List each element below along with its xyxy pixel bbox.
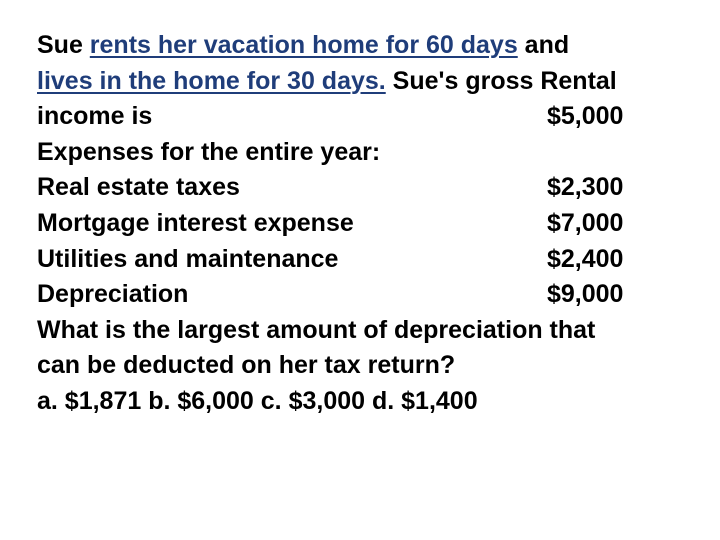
question-text-2: can be deducted on her tax return? [37, 351, 456, 380]
personal-days-link[interactable]: lives in the home for 30 days. [37, 66, 386, 95]
income-amount: $5,000 [547, 102, 624, 131]
rental-days-link[interactable]: rents her vacation home for 60 days [89, 31, 518, 59]
problem-line-2 [37, 64, 687, 100]
question-line-2 [37, 348, 687, 384]
problem-line-2-suffix: Sue's gross Rental [385, 66, 617, 95]
expense-amount: $9,000 [547, 280, 624, 309]
problem-text [37, 28, 687, 420]
problem-line-1-prefix: Sue [37, 31, 90, 59]
expense-label: Depreciation [37, 280, 189, 309]
income-label: income is [37, 102, 153, 131]
problem-line-1-suffix: and [517, 31, 570, 59]
expense-row [37, 242, 687, 278]
expenses-heading [37, 135, 687, 171]
expense-amount: $2,300 [547, 173, 624, 202]
expense-row [37, 277, 687, 313]
expense-amount: $7,000 [547, 208, 624, 237]
question-text-1: What is the largest amount of depreciation that [37, 315, 596, 344]
expense-row [37, 206, 687, 242]
answer-choices-text: a. $1,871 b. $6,000 c. $3,000 d. $1,400 [37, 386, 478, 415]
expense-amount: $2,400 [547, 244, 624, 273]
expense-row [37, 170, 687, 206]
expenses-heading-text: Expenses for the entire year: [37, 137, 381, 166]
income-row [37, 99, 687, 135]
problem-line-1 [37, 28, 687, 64]
expense-label: Real estate taxes [37, 173, 240, 202]
answer-choices [37, 384, 687, 420]
question-line-1 [37, 313, 687, 349]
expense-label: Mortgage interest expense [37, 208, 354, 237]
expense-label: Utilities and maintenance [37, 244, 339, 273]
